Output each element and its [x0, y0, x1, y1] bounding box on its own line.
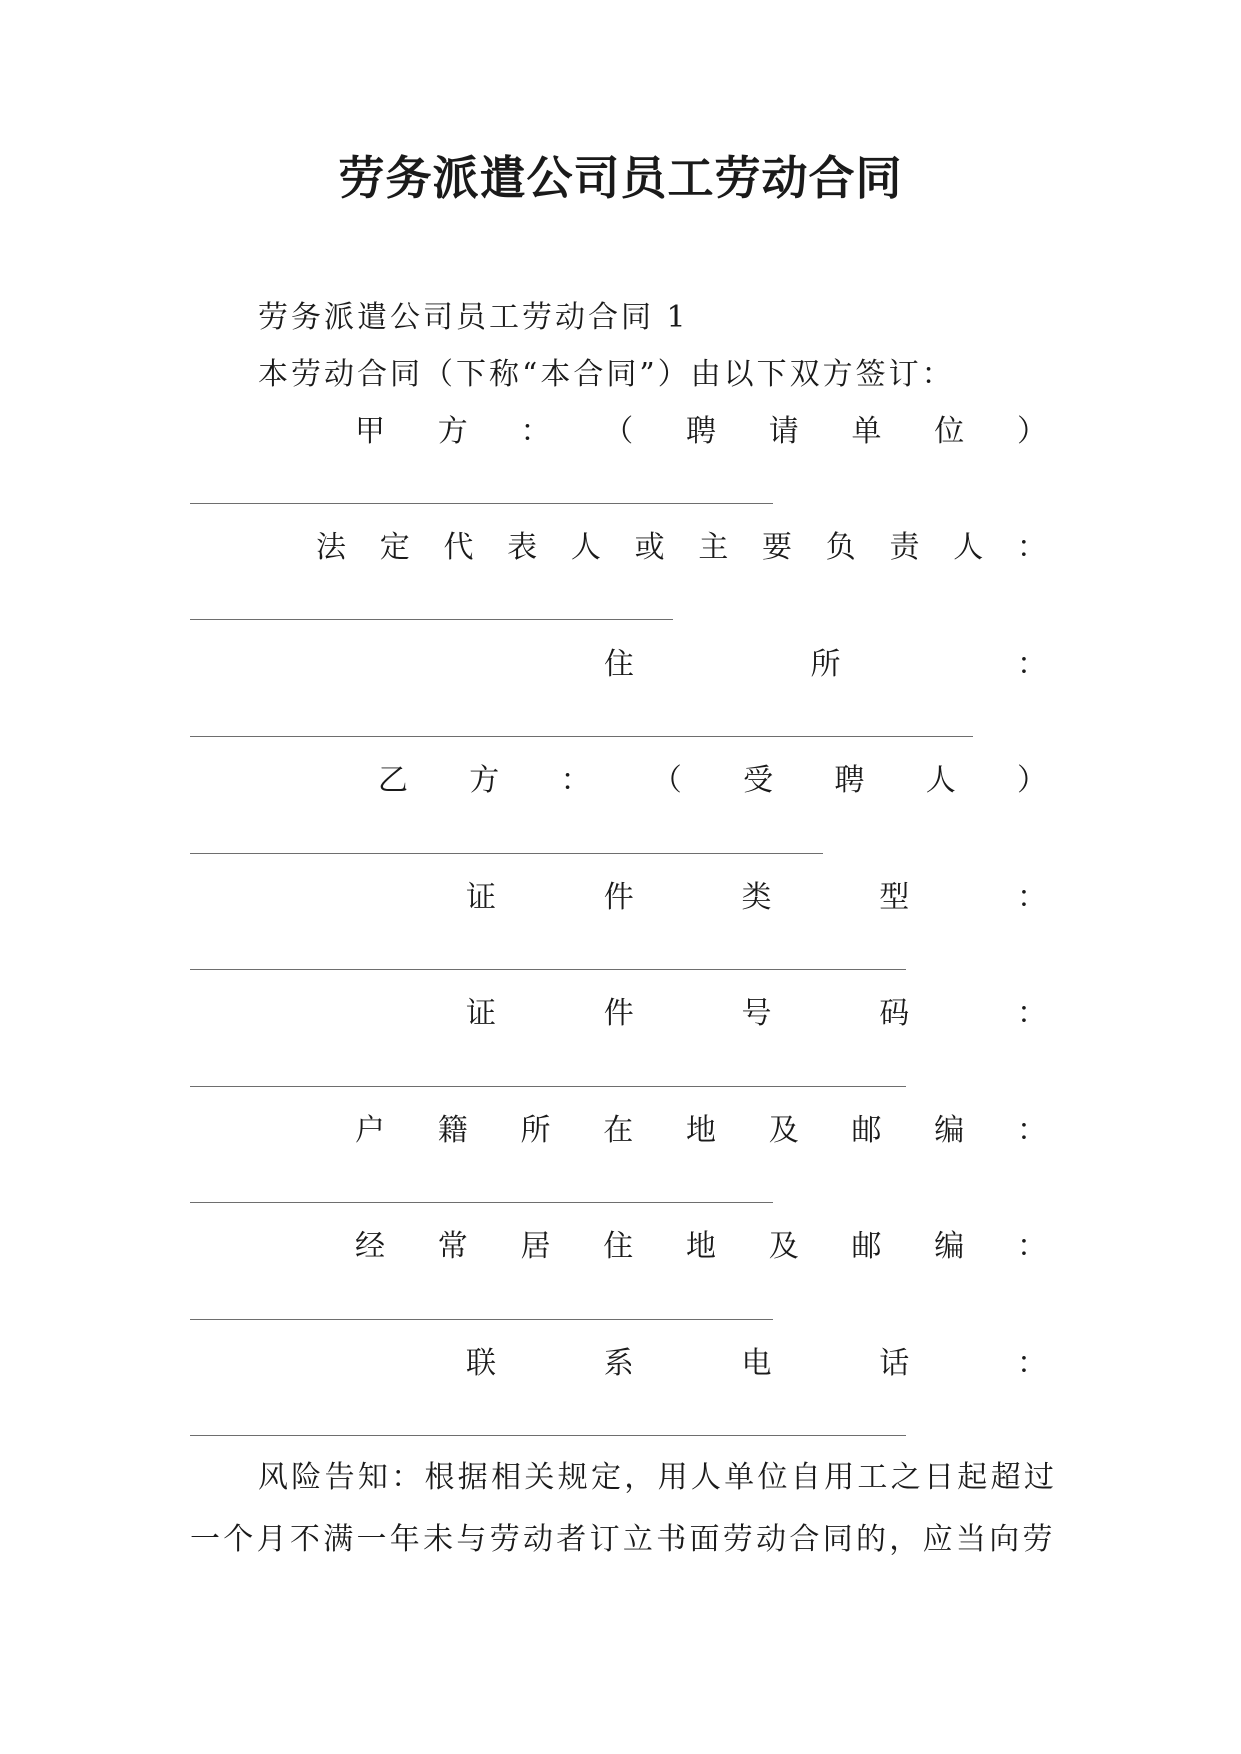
field-label-char: 电 — [741, 1346, 772, 1381]
field-label-char: 系 — [603, 1346, 634, 1381]
fill-in-blank-line[interactable] — [190, 1319, 773, 1320]
field-party-b — [378, 761, 1047, 801]
field-label-char: ） — [1017, 414, 1047, 449]
field-label-char: ： — [560, 763, 591, 798]
field-label-char: 位 — [934, 414, 965, 449]
field-label-char: 聘 — [686, 414, 716, 449]
field-label-char: ： — [520, 414, 551, 449]
field-label-char: ） — [1016, 763, 1047, 798]
document-title: 劳务派遣公司员工劳动合同 — [338, 151, 903, 205]
field-label-char: 常 — [437, 1229, 468, 1264]
field-label-char: 人 — [953, 530, 984, 565]
fill-in-blank-line[interactable] — [190, 1086, 906, 1087]
field-label-char: 地 — [686, 1113, 716, 1148]
field-label-char: 主 — [698, 530, 729, 565]
field-label-char: 话 — [879, 1346, 910, 1381]
field-label-char: 受 — [743, 763, 774, 798]
field-label-char: ： — [1017, 1229, 1047, 1264]
fill-in-blank-line[interactable] — [190, 969, 906, 970]
field-label-char: 人 — [570, 530, 601, 565]
field-id-type — [466, 878, 1047, 918]
field-label-char: 人 — [925, 763, 956, 798]
field-label-char: 责 — [889, 530, 920, 565]
field-label-char: ： — [1017, 647, 1047, 682]
field-address — [604, 645, 1047, 685]
field-label-char: 及 — [768, 1113, 799, 1148]
field-residence — [355, 1227, 1047, 1267]
field-label-char: 所 — [520, 1113, 551, 1148]
field-household-registration — [355, 1111, 1047, 1151]
fill-in-blank-line[interactable] — [190, 1202, 773, 1203]
fill-in-blank-line[interactable] — [190, 503, 773, 504]
field-phone — [466, 1344, 1047, 1384]
fill-in-blank-line[interactable] — [190, 1435, 906, 1436]
field-label-char: 及 — [768, 1229, 799, 1264]
field-label-char: 证 — [466, 880, 496, 915]
field-label-char: （ — [603, 414, 634, 449]
field-label-char: 件 — [603, 880, 634, 915]
field-label-char: 户 — [355, 1113, 385, 1148]
field-label-char: 定 — [379, 530, 410, 565]
field-label-char: 编 — [934, 1229, 965, 1264]
field-label-char: 邮 — [851, 1229, 882, 1264]
field-label-char: 型 — [879, 880, 910, 915]
field-label-char: 号 — [741, 996, 772, 1031]
field-id-number — [466, 994, 1047, 1034]
field-label-char: ： — [1017, 880, 1047, 915]
field-label-char: 地 — [686, 1229, 716, 1264]
field-label-char: 籍 — [437, 1113, 468, 1148]
fill-in-blank-line[interactable] — [190, 736, 973, 737]
field-label-char: 方 — [469, 763, 500, 798]
field-label-char: 单 — [851, 414, 882, 449]
field-label-char: 类 — [741, 880, 772, 915]
field-label-char: 请 — [768, 414, 799, 449]
fill-in-blank-line[interactable] — [190, 619, 673, 620]
field-label-char: 所 — [810, 647, 841, 682]
field-label-char: 聘 — [834, 763, 865, 798]
field-label-char: ： — [1016, 530, 1047, 565]
field-legal-representative — [316, 528, 1047, 568]
field-label-char: 甲 — [355, 414, 385, 449]
field-label-char: 负 — [825, 530, 856, 565]
field-label-char: 在 — [603, 1113, 634, 1148]
field-label-char: 代 — [443, 530, 474, 565]
field-party-a — [355, 412, 1047, 452]
field-label-char: 件 — [603, 996, 634, 1031]
field-label-char: 要 — [762, 530, 793, 565]
field-label-char: 住 — [603, 1229, 634, 1264]
document-subtitle: 劳务派遣公司员工劳动合同 1 — [258, 300, 689, 335]
field-label-char: 住 — [604, 647, 634, 682]
field-label-char: 居 — [520, 1229, 551, 1264]
field-label-char: 方 — [437, 414, 468, 449]
field-label-char: 或 — [634, 530, 665, 565]
contract-intro: 本劳动合同（下称“本合同”）由以下双方签订： — [258, 357, 955, 392]
field-label-char: 表 — [507, 530, 538, 565]
field-label-char: 经 — [355, 1229, 385, 1264]
field-label-char: （ — [651, 763, 682, 798]
field-label-char: ： — [1017, 1113, 1047, 1148]
field-label-char: 法 — [316, 530, 346, 565]
field-label-char: 证 — [466, 996, 496, 1031]
field-label-char: ： — [1017, 996, 1047, 1031]
field-label-char: ： — [1017, 1346, 1047, 1381]
field-label-char: 乙 — [378, 763, 408, 798]
field-label-char: 邮 — [851, 1113, 882, 1148]
field-label-char: 联 — [466, 1346, 496, 1381]
field-label-char: 编 — [934, 1113, 965, 1148]
fill-in-blank-line[interactable] — [190, 853, 823, 854]
field-label-char: 码 — [879, 996, 910, 1031]
risk-notice-paragraph: 风险告知：根据相关规定，用人单位自用工之日起超过一个月不满一年未与劳动者订立书面劳动合同的，应当向劳 — [190, 1460, 1058, 1557]
